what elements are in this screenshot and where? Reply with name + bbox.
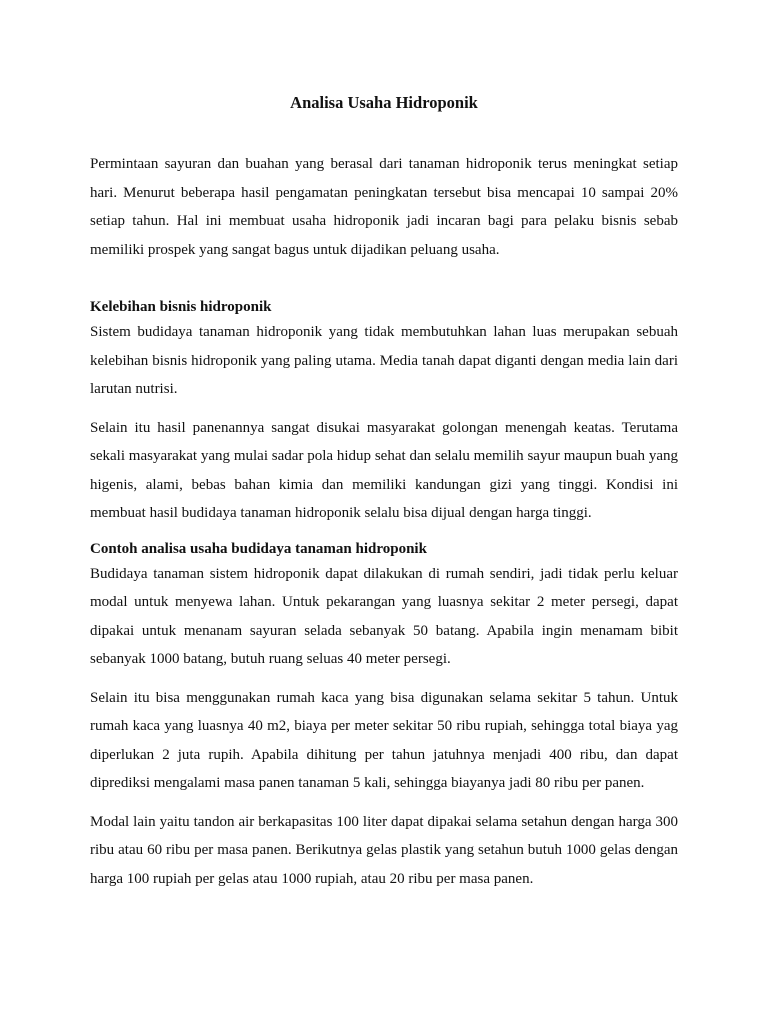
section-heading: Contoh analisa usaha budidaya tanaman hidroponik — [90, 540, 427, 557]
section-contoh-analisa — [90, 538, 678, 894]
section-paragraph: Selain itu bisa menggunakan rumah kaca yang bisa digunakan selama sekitar 5 tahun. Untuk rumah kaca yang luasnya 40 m2, biaya per meter sekitar 50 ribu rupiah, sehingga total biaya yag diperlukan 2 juta rupih. Apabila dihitung per tahun jatuhnya menjadi 400 ribu, dan dapat diprediksi mengalami masa panen tanaman 5 kali, sehingga biayanya jadi 80 ribu per panen. — [90, 689, 678, 791]
section-paragraph: Sistem budidaya tanaman hidroponik yang tidak membutuhkan lahan luas merupakan sebuah kelebihan bisnis hidroponik yang paling utama. Media tanah dapat diganti dengan media lain dari larutan nutrisi. — [90, 324, 678, 397]
section-paragraph: Selain itu hasil panenannya sangat disukai masyarakat golongan menengah keatas. Terutama sekali masyarakat yang mulai sadar pola hidup sehat dan selalu memilih sayur maupun buah yang higenis, alami, bebas bahan kimia dan memiliki kandungan gizi yang tinggi. Kondisi ini membuat hasil budidaya tanaman hidroponik selalu bisa dijual dengan harga tinggi. — [90, 419, 678, 521]
section-heading: Kelebihan bisnis hidroponik — [90, 299, 272, 315]
document-body — [90, 92, 678, 903]
intro-paragraph: Permintaan sayuran dan buahan yang berasal dari tanaman hidroponik terus meningkat setiap hari. Menurut beberapa hasil pengamatan peningkatan tersebut bisa mencapai 10 sampai 20% setiap tahun. Hal ini membuat usaha hidroponik jadi incaran bagi para pelaku bisnis sebab memiliki prospek yang sangat bagus untuk dijadikan peluang usaha. — [90, 156, 678, 258]
document-title: Analisa Usaha Hidroponik — [290, 93, 478, 112]
section-paragraph: Budidaya tanaman sistem hidroponik dapat dilakukan di rumah sendiri, jadi tidak perlu keluar modal untuk menyewa lahan. Untuk pekarangan yang luasnya sekitar 2 meter persegi, dapat dipakai untuk menanam sayuran selada sebanyak 50 batang. Apabila ingin menamam bibit sebanyak 1000 batang, butuh ruang seluas 40 meter persegi. — [90, 565, 678, 667]
section-kelebihan — [90, 296, 678, 528]
section-paragraph: Modal lain yaitu tandon air berkapasitas 100 liter dapat dipakai selama setahun dengan harga 300 ribu atau 60 ribu per masa panen. Berikutnya gelas plastik yang setahun butuh 1000 gelas dengan harga 100 rupiah per gelas atau 1000 rupiah, atau 20 ribu per masa panen. — [90, 813, 678, 887]
